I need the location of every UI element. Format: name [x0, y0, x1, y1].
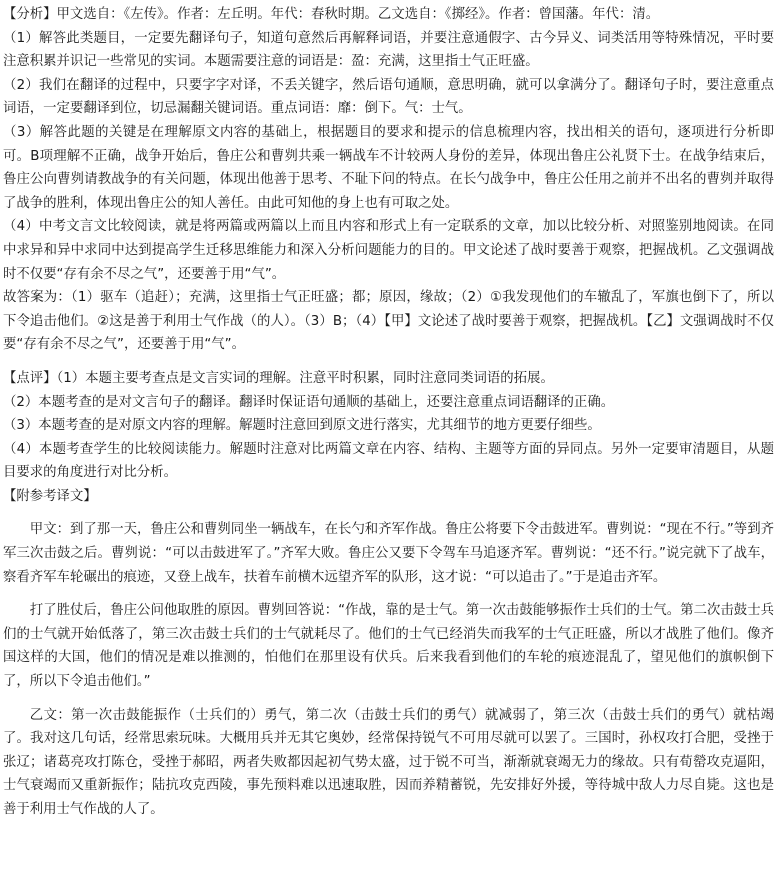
translation-heading: 【附参考译文】: [3, 488, 97, 504]
comment-intro: 【点评】（1）本题主要考查点是文言实词的理解。注意平时积累，同时注意同类词语的拓展。: [3, 370, 554, 386]
analysis-point-2: （2）我们在翻译的过程中，只要字字对译，不丢关键字，然后语句通顺，意思明确，就可以拿满分了。翻译句子时，要注意重点词语，一定要翻译到位，切忌漏翻关键词语。重点词语：靡：倒下。气：士气。: [3, 77, 774, 117]
comment-point-2: （2）本题考查的是对文言句子的翻译。翻译时保证语句通顺的基础上，还要注意重点词语翻译的正确。: [3, 394, 615, 410]
translation-paragraph-yi: 乙文：第一次击鼓能振作（士兵们的）勇气，第二次（击鼓士兵们的勇气）就减弱了，第三次（击鼓士兵们的勇气）就枯竭了。我对这几句话，经常思索玩味。大概用兵并无其它奥妙，经常保持锐气不可用尽就可以罢了。三国时，孙权攻打合肥，受挫于张辽；诸葛亮攻打陈仓，受挫于郝昭，两者失败都因起初气势太盛，过于锐不可当，渐渐就衰竭无力的缘故。只有荀罃攻克逼阳，士气衰竭而又重新振作；陆抗攻克西陵，事先预料难以迅速取胜，因而养精蓄锐，先安排好外援，等待城中敌人力尽自毙。这也是善于利用士气作战的人了。: [3, 707, 774, 817]
section-spacer: [3, 357, 774, 367]
answer-summary: 故答案为：（1）驱车（追赶）；充满，这里指士气正旺盛；都；原因，缘故；（2）①我发现他们的车辙乱了，军旗也倒下了，所以下令追击他们。②这是善于利用士气作战（的人）。（3）B；（4）【甲】文论述了战时要善于观察，把握战机。【乙】文强调战时不仅要“存有余不尽之气”，还要善于用“气”。: [3, 290, 774, 353]
comment-point-4: （4）本题考查学生的比较阅读能力。解题时注意对比两篇文章在内容、结构、主题等方面的异同点。另外一定要审清题目，从题目要求的角度进行对比分析。: [3, 441, 774, 481]
analysis-point-3: （3）解答此题的关键是在理解原文内容的基础上，根据题目的要求和提示的信息梳理内容，找出相关的语句，逐项进行分析即可。B项理解不正确，战争开始后，鲁庄公和曹刿共乘一辆战车不计较两人身份的差异，体现出鲁庄公礼贤下士。在战争结束后，鲁庄公向曹刿请教战争的有关问题，体现出他善于思考、不耻下问的特点。在长勺战争中，鲁庄公任用之前并不出名的曹刿并取得了战争的胜利，体现出鲁庄公的知人善任。由此可知他的身上也有可取之处。: [3, 124, 774, 211]
analysis-intro: 【分析】甲文选自：《左传》。作者：左丘明。年代：春秋时期。乙文选自：《掷经》。作者：曾国藩。年代：清。: [3, 7, 660, 22]
translation-paragraph-jia-2: 打了胜仗后，鲁庄公问他取胜的原因。曹刿回答说：“作战，靠的是士气。第一次击鼓能够振作士兵们的士气。第二次击鼓士兵们的士气就开始低落了，第三次击鼓士兵们的士气就耗尽了。他们的士气已经消失而我军的士气正旺盛，所以才战胜了他们。像齐国这样的大国，他们的情况是难以推测的，怕他们在那里设有伏兵。后来我看到他们的车轮的痕迹混乱了，望见他们的旗帜倒下了，所以下令追击他们。”: [3, 603, 774, 690]
analysis-point-1: （1）解答此类题目，一定要先翻译句子，知道句意然后再解释词语，并要注意通假字、古今异义、词类活用等特殊情况，平时要注意积累并识记一些常见的实词。本题需要注意的词语是：盈：充满，这里指士气正旺盛。: [3, 30, 774, 70]
translation-paragraph-jia-1: 甲文：到了那一天，鲁庄公和曹刿同坐一辆战车，在长勺和齐军作战。鲁庄公将要下令击鼓进军。曹刿说：“现在不行。”等到齐军三次击鼓之后。曹刿说：“可以击鼓进军了。”齐军大败。鲁庄公又要下令驾车马追逐齐军。曹刿说：“还不行。”说完就下了战车，察看齐军车轮碾出的痕迹，又登上战车，扶着车前横木远望齐军的队形，这才说：“可以追击了。”于是追击齐军。: [3, 522, 774, 585]
comment-point-3: （3）本题考查的是对原文内容的理解。解题时注意回到原文进行落实，尤其细节的地方更要仔细些。: [3, 418, 601, 434]
analysis-point-4: （4）中考文言文比较阅读，就是将两篇或两篇以上而且内容和形式上有一定联系的文章，加以比较分析、对照鉴别地阅读。在同中求异和异中求同中达到提高学生迁移思维能力和深入分析问题能力的目的。甲文论述了战时要善于观察，把握战机。乙文强调战时不仅要“存有余不尽之气”，还要善于用“气”。: [3, 219, 774, 282]
